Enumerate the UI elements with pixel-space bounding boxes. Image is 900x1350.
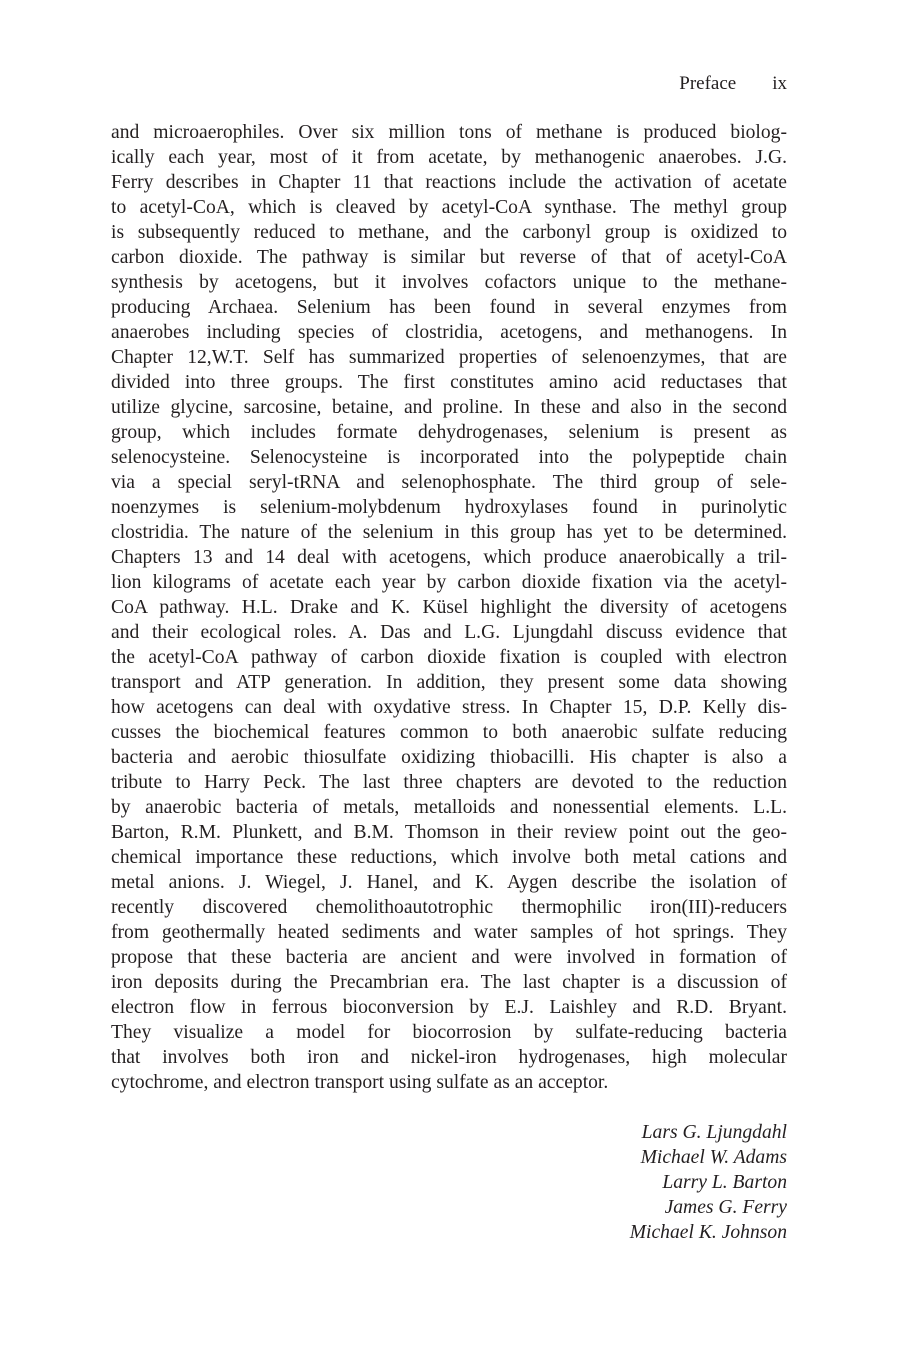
text-line: and microaerophiles. Over six million tons of methane is produced biolog- [111,122,787,143]
text-line: Barton, R.M. Plunkett, and B.M. Thomson in their review point out the geo- [111,822,787,843]
text-line: lion kilograms of acetate each year by carbon dioxide fixation via the acetyl- [111,572,787,593]
text-line: Ferry describes in Chapter 11 that reactions include the activation of acetate [111,172,787,193]
text-line: Chapter 12,W.T. Self has summarized properties of selenoenzymes, that are [111,347,787,368]
text-line: Chapters 13 and 14 deal with acetogens, which produce anaerobically a tril- [111,547,787,568]
text-line: that involves both iron and nickel-iron hydrogenases, high molecular [111,1047,787,1068]
text-line: propose that these bacteria are ancient and were involved in formation of [111,947,787,968]
text-line: and their ecological roles. A. Das and L.G. Ljungdahl discuss evidence that [111,622,787,643]
text-line: divided into three groups. The first constitutes amino acid reductases that [111,372,787,393]
text-line: electron flow in ferrous bioconversion by E.J. Laishley and R.D. Bryant. [111,997,787,1018]
text-line: anaerobes including species of clostridia, acetogens, and methanogens. In [111,322,787,343]
body-paragraph [111,120,787,1095]
text-line: metal anions. J. Wiegel, J. Hanel, and K. Aygen describe the isolation of [111,872,787,893]
text-line: iron deposits during the Precambrian era. The last chapter is a discussion of [111,972,787,993]
text-line: is subsequently reduced to methane, and the carbonyl group is oxidized to [111,222,787,243]
text-line: ically each year, most of it from acetate, by methanogenic anaerobes. J.G. [111,147,787,168]
text-line: how acetogens can deal with oxydative stress. In Chapter 15, D.P. Kelly dis- [111,697,787,718]
editor-name: Michael W. Adams [640,1147,787,1168]
text-line: by anaerobic bacteria of metals, metalloids and nonessential elements. L.L. [111,797,787,818]
text-line: selenocysteine. Selenocysteine is incorporated into the polypeptide chain [111,447,787,468]
text-line: cytochrome, and electron transport using sulfate as an acceptor. [111,1072,609,1093]
text-line: the acetyl-CoA pathway of carbon dioxide fixation is coupled with electron [111,647,787,668]
page-number: ix [772,73,787,94]
text-line: synthesis by acetogens, but it involves cofactors unique to the methane- [111,272,787,293]
editor-name: Larry L. Barton [662,1172,787,1193]
text-line: clostridia. The nature of the selenium in this group has yet to be determined. [111,522,787,543]
text-line: via a special seryl-tRNA and selenophosphate. The third group of sele- [111,472,787,493]
text-line: transport and ATP generation. In addition, they present some data showing [111,672,787,693]
editor-name: Michael K. Johnson [629,1222,787,1243]
text-line: They visualize a model for biocorrosion by sulfate-reducing bacteria [111,1022,787,1043]
text-line: producing Archaea. Selenium has been found in several enzymes from [111,297,787,318]
text-line: to acetyl-CoA, which is cleaved by acetyl-CoA synthase. The methyl group [111,197,787,218]
text-line: utilize glycine, sarcosine, betaine, and proline. In these and also in the second [111,397,787,418]
text-line: tribute to Harry Peck. The last three chapters are devoted to the reduction [111,772,787,793]
text-line: recently discovered chemolithoautotrophic thermophilic iron(III)-reducers [111,897,787,918]
editor-name: James G. Ferry [664,1197,787,1218]
editor-name: Lars G. Ljungdahl [641,1122,787,1143]
signature-block [630,1120,787,1245]
text-line: carbon dioxide. The pathway is similar but reverse of that of acetyl-CoA [111,247,787,268]
text-line: chemical importance these reductions, which involve both metal cations and [111,847,787,868]
running-head [679,72,787,96]
text-line: CoA pathway. H.L. Drake and K. Küsel highlight the diversity of acetogens [111,597,787,618]
section-name: Preface [679,73,737,94]
text-line: bacteria and aerobic thiosulfate oxidizing thiobacilli. His chapter is also a [111,747,787,768]
text-line: from geothermally heated sediments and water samples of hot springs. They [111,922,787,943]
text-line: group, which includes formate dehydrogenases, selenium is present as [111,422,787,443]
text-line: noenzymes is selenium-molybdenum hydroxylases found in purinolytic [111,497,787,518]
text-line: cusses the biochemical features common to both anaerobic sulfate reducing [111,722,787,743]
